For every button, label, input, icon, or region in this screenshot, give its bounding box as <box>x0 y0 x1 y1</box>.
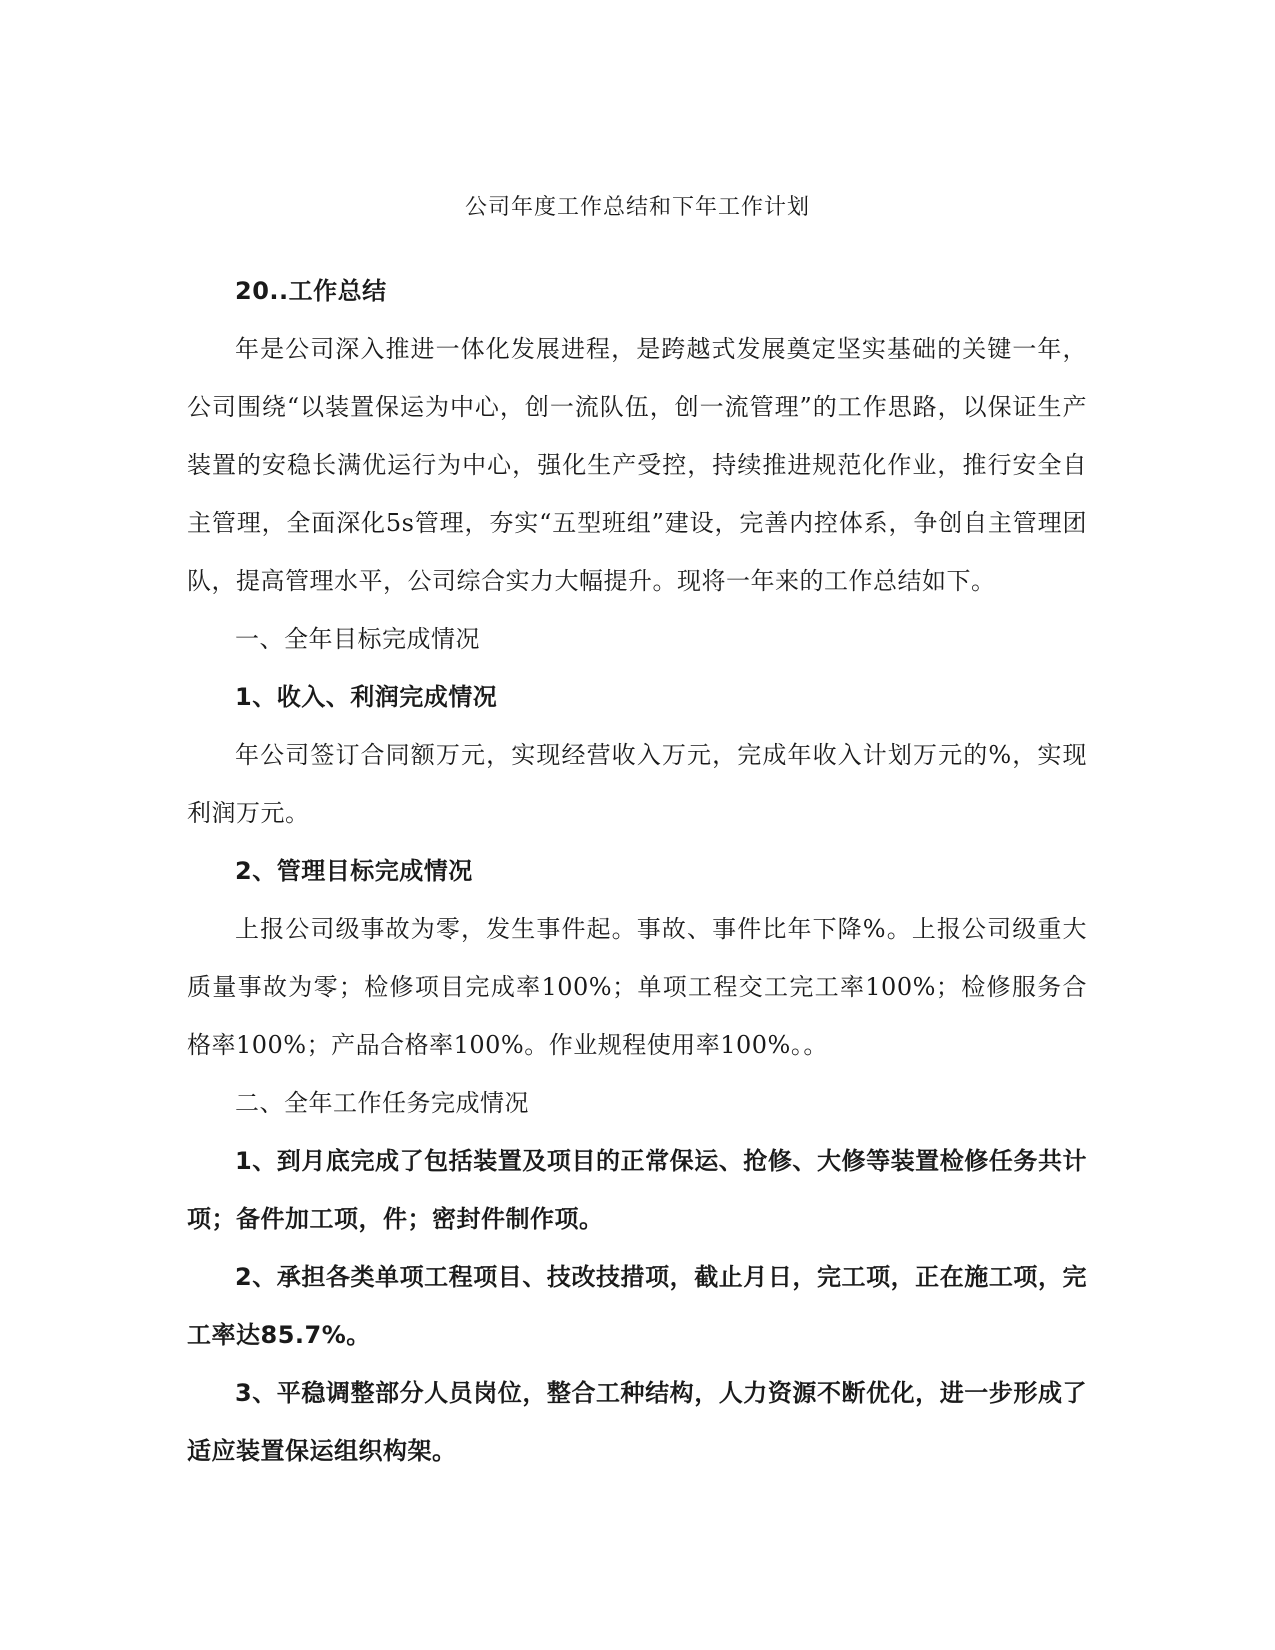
management-paragraph: 上报公司级事故为零，发生事件起。事故、事件比年下降%。上报公司级重大质量事故为零；检修项目完成率100%；单项工程交工完工率100%；检修服务合格率100%；产品合格率100%。作业规程使用率100%。。 <box>187 915 1087 1059</box>
task-item-1: 1、到月底完成了包括装置及项目的正常保运、抢修、大修等装置检修任务共计项；备件加工项，件；密封件制作项。 <box>187 1147 1087 1233</box>
section-heading-summary: 20..工作总结 <box>235 277 387 305</box>
task-item-2: 2、承担各类单项工程项目、技改技措项，截止月日，完工项，正在施工项，完工率达85.7%。 <box>187 1263 1087 1349</box>
document-title: 公司年度工作总结和下年工作计划 <box>464 195 810 220</box>
revenue-paragraph: 年公司签订合同额万元，实现经营收入万元，完成年收入计划万元的%，实现利润万元。 <box>187 741 1087 827</box>
subheading-management: 2、管理目标完成情况 <box>235 857 473 885</box>
section-heading-tasks: 二、全年工作任务完成情况 <box>235 1089 529 1117</box>
task-item-3: 3、平稳调整部分人员岗位，整合工种结构，人力资源不断优化，进一步形成了适应装置保运组织构架。 <box>187 1379 1087 1465</box>
intro-paragraph: 年是公司深入推进一体化发展进程，是跨越式发展奠定坚实基础的关键一年，公司围绕“以装置保运为中心，创一流队伍，创一流管理”的工作思路，以保证生产装置的安稳长满优运行为中心，强化生产受控，持续推进规范化作业，推行安全自主管理，全面深化5s管理，夯实“五型班组”建设，完善内控体系，争创自主管理团队，提高管理水平，公司综合实力大幅提升。现将一年来的工作总结如下。 <box>187 335 1087 595</box>
section-heading-goals: 一、全年目标完成情况 <box>235 625 480 653</box>
document-body <box>187 262 1087 1480</box>
subheading-revenue: 1、收入、利润完成情况 <box>235 683 498 711</box>
